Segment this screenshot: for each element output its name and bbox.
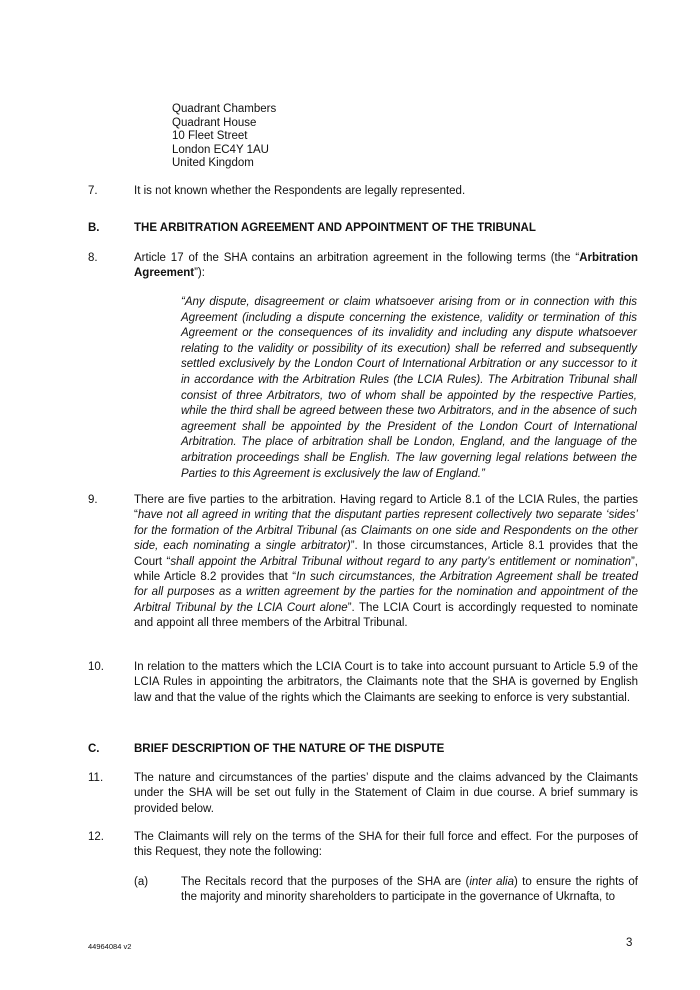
section-heading-c (88, 743, 648, 755)
address-block (172, 103, 276, 171)
address-line: Quadrant House (172, 116, 257, 129)
paragraph-text: The Claimants will rely on the terms of the SHA for their full force and effect. For the purposes of this Request, they note the following: (134, 831, 638, 859)
quoted-rule: shall appoint the Arbitral Tribunal without regard to any party’s entitlement or nomination (170, 555, 631, 568)
text-run: ”. In those circumstances, Article 8.1 provides that the Court “ (134, 540, 638, 568)
defined-term: Arbitration Agreement (134, 252, 638, 280)
text-run: ) to ensure the rights of the majority and minority shareholders to participate in the governance of Ukrnafta, to (181, 876, 639, 904)
quoted-rule: In such circumstances, the Arbitration Agreement shall be treated for all purposes as a written agreement by the parties for the nomination and appointment of the Arbitral Tribunal by the LCIA Court alone (134, 571, 638, 614)
document-reference: 44964084 v2 (88, 942, 132, 951)
section-title: BRIEF DESCRIPTION OF THE NATURE OF THE DISPUTE (134, 743, 445, 755)
address-line: London EC4Y 1AU (172, 143, 269, 156)
section-letter: C. (88, 743, 100, 755)
address-line: 10 Fleet Street (172, 130, 248, 143)
subparagraph-label: (a) (134, 876, 149, 888)
paragraph-text (134, 493, 638, 632)
paragraph-number: 7. (88, 185, 98, 197)
paragraph-number: 11. (88, 772, 104, 784)
paragraph-12 (88, 830, 638, 861)
subparagraph-text (181, 875, 638, 906)
paragraph-number: 8. (88, 252, 98, 264)
paragraph-number: 12. (88, 831, 104, 843)
paragraph-text: It is not known whether the Respondents are legally represented. (134, 185, 466, 197)
text-run: ”): (194, 267, 205, 280)
subparagraph-12a (134, 875, 638, 906)
paragraph-11 (88, 771, 638, 817)
section-title: THE ARBITRATION AGREEMENT AND APPOINTMENT OF THE TRIBUNAL (134, 222, 536, 234)
text-run: There are five parties to the arbitration. Having regard to Article 8.1 of the LCIA Rules, the parties “ (134, 494, 638, 522)
paragraph-8 (88, 251, 638, 282)
paragraph-10 (88, 660, 638, 706)
paragraph-text: In relation to the matters which the LCIA Court is to take into account pursuant to Article 5.9 of the LCIA Rules in appointing the arbitrators, the Claimants note that the SHA is governed by English law and that the value of the rights which the Claimants are seeking to enforce is very substantial. (134, 661, 638, 704)
quoted-rule: have not all agreed in writing that the disputant parties represent collectively two separate ‘sides’ for the formation of the Arbitral Tribunal (as Claimants on one side and Respondents on the other side, each nominating a single arbitrator) (134, 509, 638, 553)
text-run: ”, while Article 8.2 provides that “ (134, 555, 638, 584)
paragraph-number: 10. (88, 661, 104, 673)
paragraph-number: 9. (88, 494, 98, 506)
paragraph-text: The nature and circumstances of the parties’ dispute and the claims advanced by the Claimants under the SHA will be set out fully in the Statement of Claim in due course. A brief summary is provided below. (134, 772, 638, 815)
paragraph-9 (88, 493, 638, 632)
section-letter: B. (88, 222, 100, 234)
address-line: United Kingdom (172, 157, 254, 170)
latin-term: inter alia (469, 876, 514, 888)
paragraph-text (134, 251, 638, 282)
quoted-clause: “Any dispute, disagreement or claim whatsoever arising from or in connection with this Agreement (including a dispute concerning the existence, validity or termination of this Agreement or the consequences of its invalidity and including any dispute whatsoever relating to the validity or possibility of its execution) shall be referred and subsequently settled exclusively by the London Court of International Arbitration or any successor to it in accordance with the Arbitration Rules (the LCIA Rules). The Arbitration Tribunal shall consist of three Arbitrators, two of whom shall be appointed by the respective Parties, while the third shall be agreed between these two Arbitrators, and in the absence of such agreement shall be appointed by the President of the London Court of International Arbitration. The place of arbitration shall be London, England, and the language of the arbitration proceedings shall be English. The law governing legal relations between the Parties to this Agreement is exclusively the law of England.” (181, 296, 637, 480)
section-heading-b (88, 222, 648, 234)
text-run: The Recitals record that the purposes of the SHA are ( (181, 876, 470, 888)
text-run: ”. The LCIA Court is accordingly requested to nominate and appoint all three members of the Arbitral Tribunal. (134, 601, 638, 630)
address-line: Quadrant Chambers (172, 103, 277, 115)
text-run: Article 17 of the SHA contains an arbitration agreement in the following terms (the “ (134, 252, 580, 264)
paragraph-7 (88, 184, 638, 199)
page-number: 3 (626, 937, 633, 949)
